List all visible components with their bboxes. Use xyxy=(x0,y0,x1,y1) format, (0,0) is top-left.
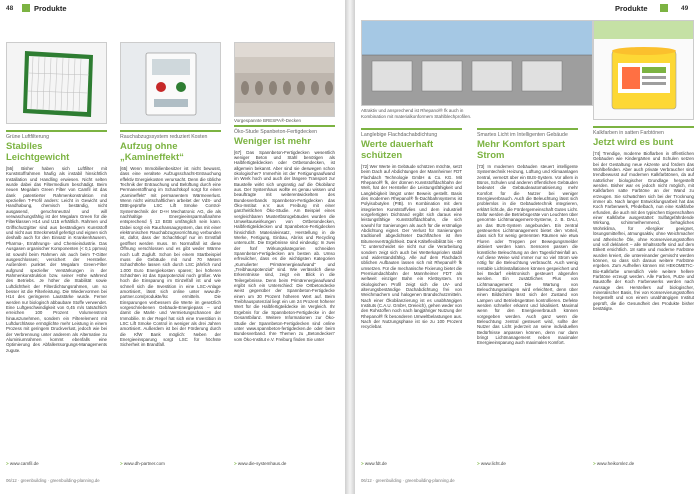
concrete-slab-illustration xyxy=(235,43,335,117)
article-body: [74] Trendige, moderne Bioflarben in öffentlichen Gebäuden wie Kindergärten und Schulen setzen bei der Gestaltung neue Akzente und fördern das Wohlbefinden. Aber auch private Verbraucher sind trendbewusst auf modernen Kalkfarbtönen, da auf natürlicher biologischer Grundlage hergestellt werden. Bisher war es jedoch nicht möglich, mit Kalkfarben satte Farbtöne an der Wand zu erzeugen. Sie schwächten sich bei der Trocknung immer ab. Nach langer Entwicklungsarbeit hat das Koch Farbenwerk, Pfedelbach, nun eine Kalkfarbe erfunden, die auch mit den typischen Eigenschaften einer Kalkfarbe ausgestattet: Sulfatgefährdende Wirkung, schimmelhemmend, behagliches Wohnklima, für Allergiker geeignet, lösungsmittelfrei, atmungsaktiv, ohne Weichmacher und ätherische Öle, ohne Konservierungsstoffen und voll deklariert – alle Inhaltsstoffe sind auf dem Etikett ersichtlich. 18 satte und moderne Farbtöne wurden kreiert, die untereinander gemischt werden können, so dass sich daraus weitere Farbtöne ergeben. Zum Aufhellen können mit HEKOMETIC-Bio-Kalkfarbe umendlich viele weitere hellere Farbtöne erzeugt werden. Alle Farben, Putze und Baustoffe der Koch Farbenwerks werden nach Aussage des Herstellers auf biologischer, mineralischer Basis, frei von Konservierungsstoffen hergestellt und von einem unabhängigen Institut geprüft, die die Gesundheit des Produkte bisher bestätigte. xyxy=(593,151,694,311)
divider xyxy=(361,128,462,130)
article-body: [73] In modernen Gebäuden steuert intelligente Systemtechnik Heizung, Lüftung und Klimaanlagen zentral, vernetzt über ein BUS-System. Vor allem in Büros, Schulen und anderen öffentlichen Gebäuden bedeutet die Gebäudeautomatisierung mehr Komfort für die Nutzer bei weniger Energieverbrauch. Auch die Beleuchtung lässt sich problemlos in die Gebäudetechnik integrieren, erklärt licht.de, die Fördergemeinschaft Gutes Licht. Dafür werden die Betriebsgeräte von Leuchten über genormte Lichtmanagement-Systeme, z. B. DALI, an das BUS-System angebunden. Ein zentral gesteuertes Lichtmanagement bietet den Vorteil, dass sich für wenig getrennten Räumen wie etwa Fluren oder Treppen per Bewegungsmelder aktiviert werden kann. Sensoren passen die künstliche Beleuchtung an den Tageslichteinfall an. Auf diese Weise wird immer nur so viel Strom wie nötig für die Beleuchtung verbraucht. Auch wenig rentable Lichtinstallationen können gespeichert und bei Bedarf elektronisch gesteuert abgerufen werden. Ein zusätzliches Plus von Lichtmanagement: Die Wartung von Beleuchtungsanlagen wird erleichtert, denn über einen Bildschirm lässt sich der Zustand von Lampen und Betriebsgeräten kontrollieren. Defekte werden schneller erkannt und lokalisiert. Maximal wenn für den Energieverbrauch können vorgegeben werden. Auch ganz wenn die Beleuchtung zentral gesteuert wird, sollte der Nutzer das Licht jederzeit an seine individuellen Bedürfnisse anpassen können, denn nur dann bringt Lichtmanagement neben maximaler Energieeinsparung auch maximalen Komfort. xyxy=(477,164,578,346)
control-panel-illustration xyxy=(121,43,221,124)
article-headline: Mehr Komfort spart Strom xyxy=(477,139,566,161)
roof-illustration xyxy=(362,21,592,105)
article-headline: Werte dauerhaft schützen xyxy=(361,139,434,161)
article-body: [65] Wenn Immobilienbesitzer ist nicht bewusst, dass eine veraltete Aufzugsschacht-Entrauchung effektiv Energiekosten verursacht. Denn die übliche Technik der Entrauchung und Belüftung durch eine Permanentöffnung im Schachtkopf sorgt für einen „Kamineffekt“ mit permanentem Wärmeverlust. Wenn nicht wirtschaftlichen arbeitet der VdS- und DIBt-geprüfte LSC Lift Smoke Control-Systemtechnik der D+H Mechatronic AG, die als nachhaltige Energieeinsparmaßnahme entsprechend § 13 BGB umfänglich sein kann. Dabei sorgt ein Rauchansaugsystem, das mit einer elektronischen Rauchabzugsvorrichtung verbunden ist, dafür, dass der Schachtkopf nur im Ernstfall geöffnet werden muss. Im Normalfall ist diese Öffnung verschlossen und es gibt weder Wärme noch Luft Zugluft. Schon bei einem Startbeispiel muss die Gebäude mit rund 70 Metern Schachthöhe lassen sich durch LSC jährlich rund 1.000 Euro Energiekosten sparen; bei höheren Schächten ist das Sparpotenzial noch größer. Wie hoch die Einsparung im Einzelfall ist und wie schnell sich die Investition in eine LSC-Anlage amortisiert, lässt sich online unter www.dh-partner.com/produkte/lsc ermitteln. Die Einsparungen verbessern die Werte im gesetzlich vorgeschriebenen Gebäude-Energiepass – und damit die Markt- und Vermietungschancen der Immobilie. In der Regel hat sich eine Investition in LSC Lift Smoke Control in weniger als drei Jahren amortisiert. Außerdem ist bei der Förderung durch die KfW Bank möglich: Neben der Energieeinsparung sorgt LSC für höchste Sicherheit im Brandfall. xyxy=(120,166,221,348)
article-body: [56] Bisher haben sich Luftfilter mit Kunststoffrahmen häufig als instabil hinsichtlich Installation und Handling erwiesen. Nicht selten wurde dabei das Filtermedium beschädigt. Beim neuen Megalam Green Filter von Camfil ist das dank patentierter Rahmenkonstruktion mit speziellen T-Profil anders: Leicht in Gewicht und Handhabung, chemisch beständig, nicht ausgasend, geruchsneutral und will verwaschungsfähig ist der Megalam Green für die Filterklassen H14 und U15 erhältlich. Rahmen und Griffschutzgitter sind aus beständigem Kunststoff und nicht aus Streckmetall gefertigt und eignen sich deshalb auch für den Einsatz in Krankenhäusern, Pharma-, Ernährungs- und Chemieindustrie. Das Ausgasen organischer Komponenten (< 0,1 ppmva) ist sowohl beim Rahmen als auch beim T-Gitter ausgeschlossen; versichert der Hersteller. Außerdem punktet der Megalam Green-Filter aufgrund spezieller Verstärkungen in der Rahmenkonstruktion bzw. seiner Höhe während des Betriebs. Je höher die Stabilität sowie Luftdichtheit der Filterdichtungsrahmen, um so besser ist die Filterleistung. Die Wiedervormen bei H14 des geringeren Lautstärke wurde. Ferner werden nur biologisch abbaubare Stoffe verwendet. Eine Luftgeschwindigkeit von 0,45 m/s tatsächlich erreichen 100 Prozent Volumenstrom hinauszunehmen, sondern ein Filterelement mit Luftdurchlässe ermöglichte mehr Leistung in einem Prozess mit geringem Druckverlust, jedoch wie bei der Verbrennung unter anderem als Alternative zu Aluminiumrahmen kommt ebenfalls eine Optimierung des Abfallentsorgungs-Managements zugute. xyxy=(6,166,107,353)
website-link[interactable]: > www.die-systemhaus.de xyxy=(234,461,286,466)
right-page-number: 49 xyxy=(681,5,689,12)
article-headline: Jetzt wird es bunt xyxy=(593,137,674,148)
article-headline: Stabiles Leichtgewicht xyxy=(6,141,70,163)
website-link[interactable]: > www.dh-partner.com xyxy=(120,461,165,466)
article-body: [67] Das Spannbeton-Fertigdecken wesentlich weniger Beton und Stahl benötigen als Halbfertigteildecken oder Ortbetondecken, ist allgemein bekannt. Aber sind sie deswegen schon ökologischer? Immerhin ist der Fertigungsaufwand im Werk hoch und auch der längere Transport zur Baustelle wirkt sich ungünstig auf die Ökobilanz aus. Der Systemhaus wollte es genau wissen und beauftragte mit weiterentwickeltem des Bundesverbands Spannbeton-Fertigdecken das Öko-Institut e.V. aus Freiburg mit einer ganzheitlichen Öko-Studie. Am Beispiel eines vergleichbaren Mustertbürogebäudes wurden die Umweltauswirkungen von Ortbetondecken, Halbfertigteildecken und Spannbeton-Fertigdecken hinsichtlich Materialeinsatz, Herstellung in de Werke, Fertigung, Einbau, Abriss und Recycling untersucht. Die Ergebnisse sind eindeutig: In zwei der fünf Wirkungskategorien schneiden Spannbeton-Fertigdecken am besten ab. Umso erfreulicher, dass es die wichtigsten Kategorien „Kumulierter Primärenergieaufwand“ und „Treibhauspotenzial“ sind. Wie verlässlich diese Erkenntnisse sind, zeigt ein Blick in die Teilergebnisse. Denn beim Primärenergieaufwand ergibt sich ein Unterschied: Die Ortbetondecke weist gegenüber der Spannbeton-Fertigdecke einen um 30 Prozent höheren Wert auf. Beim Treibhauspotenzial liegt ein um 24 Prozent höherer Wert für die Halbfertigteildecke im Vergleich. Ihr Ergebnis für die Spannbeton-Fertigdecke in der Gesamtbilanz. Weitere Informationen zur Öko-Studie der Spannbeton-Fertigdecken sind online unter www.spannbeton-fertigdecken.de oder beim Bundesverband. Ihre Themen zu „Betondecken“ vom Öko-Institut e.V. Freiburg finden Sie unter xyxy=(234,149,335,342)
article-kicker: Smartes Licht im Intelligenten Gebäude xyxy=(477,132,568,138)
left-page-number: 48 xyxy=(6,5,14,12)
left-page xyxy=(0,0,345,494)
divider xyxy=(120,130,221,132)
article-headline: Aufzug ohne „Kamineffekt“ xyxy=(120,141,184,163)
article-dh-partner xyxy=(120,42,221,456)
filter-photo xyxy=(6,42,107,124)
paint-bucket-illustration xyxy=(594,21,694,120)
website-link[interactable]: > www.fdt.de xyxy=(361,461,387,466)
article-kicker: Rauchabzugssystem reduziert Kosten xyxy=(120,134,208,140)
article-kicker: Kalkfarben in satten Farbtönen xyxy=(593,130,664,136)
divider xyxy=(234,125,335,127)
concrete-photo xyxy=(234,42,335,117)
article-headline: Weniger ist mehr xyxy=(234,135,311,147)
website-link[interactable]: > www.licht.de xyxy=(477,461,506,466)
website-link[interactable]: > www.heikomlez.de xyxy=(593,461,634,466)
article-kicker: Grüne Luftfilterung xyxy=(6,134,49,140)
left-section-title: Produkte xyxy=(34,4,67,13)
smoke-control-photo xyxy=(120,42,221,124)
article-body: [72] Wer Werte im Gebäude schützen möchte, setzt beim Dach auf Abdichtungen der Mannheimer FDT Flachdach Technologie GmbH & Co. KG. Mit Rhepanol® fk, der dünnen Kunststoffdachbahn der Welt, hat der Hersteller die Leistungsfähigkeit und Langlebigkeit längst unter Beweis gestellt. Basis des modernen Rhepanol® fk-Dachbahnsystems ist Polyisobutylen (PIB). In Kombination mit dem integrierten Kunststoffvlies und dem industriell vorgefertigten Dichtrand ergibt sich daraus eine leistungsfähige Kunststoffdachbahn, die sich sowohl für Sanierungen als auch für die erstmalige Abdichtung eignet. Der Verlust für Sanierungen traditionell abgedichteter Dachflächen ist ihre Bitumenverträglichkeit. Dank Kälteflexibilität bis - 60 °C unterscheidet sie nicht nur die Verarbeitung sondern zeigt sich auch bei Wetterkapriolen stabil und widerstandsfähig. Alle auf dem Flachdach üblichen Aufbauten lassen sich mit Rhepanol® fk umsetzen. Für die mechanische Fixierung bietet die Premiumdachbahn der Mannheimer FDT als weltweit einziger Bahn ein Klettsystem. Im ökologischen Profil zeigt sich die UV- und alterungsbeständige Dachabdichtung frei von Weichmachern und halogenen Brandschutzmitteln. Nach einer Ökobilanzierung ist es unabhängigen Instituts (C.A.U. GmbH, Dreieich), gehen weder von den Rohstoffen noch nach langjähriger Nutzung der Rhepanol® fk besonderen Umweltbelastungen aus. Nach der Nutzungsphase ist sie zu 100 Prozent recyclebar. xyxy=(361,164,462,330)
article-koch xyxy=(593,20,694,456)
article-kicker: Langlebige Flachdachabdichtung xyxy=(361,132,438,138)
website-link[interactable]: > www.camfil.de xyxy=(6,461,39,466)
page-footer: 06/12 · greenbuilding · greenbuilding-planning.de xyxy=(6,478,100,483)
page-footer: 06/12 · greenbuilding · greenbuilding-planning.de xyxy=(361,478,455,483)
article-camfil xyxy=(6,42,107,456)
right-section-title: Produkte xyxy=(615,4,648,13)
divider xyxy=(593,126,694,128)
image-caption: Vorgespannte BRESPA®-Decken xyxy=(234,118,302,123)
image-caption: Attraktiv und ansprechend ist Rhepanol® fk auch in Kombination mit materialkonformem Stahlblechprofilen. xyxy=(361,108,472,119)
right-page xyxy=(355,0,700,494)
divider xyxy=(477,128,578,130)
book-gutter xyxy=(345,0,355,494)
paint-photo xyxy=(593,20,694,120)
section-marker-icon xyxy=(22,4,30,12)
roof-photo xyxy=(361,20,593,106)
section-marker-icon xyxy=(660,4,668,12)
article-kicker: Öko-Stude Spanbeton-Fertigdecken xyxy=(234,128,318,135)
divider xyxy=(6,130,107,132)
article-licht xyxy=(477,128,578,454)
article-fdt xyxy=(361,128,462,454)
article-spannbeton xyxy=(234,42,335,440)
filter-illustration xyxy=(7,43,107,124)
